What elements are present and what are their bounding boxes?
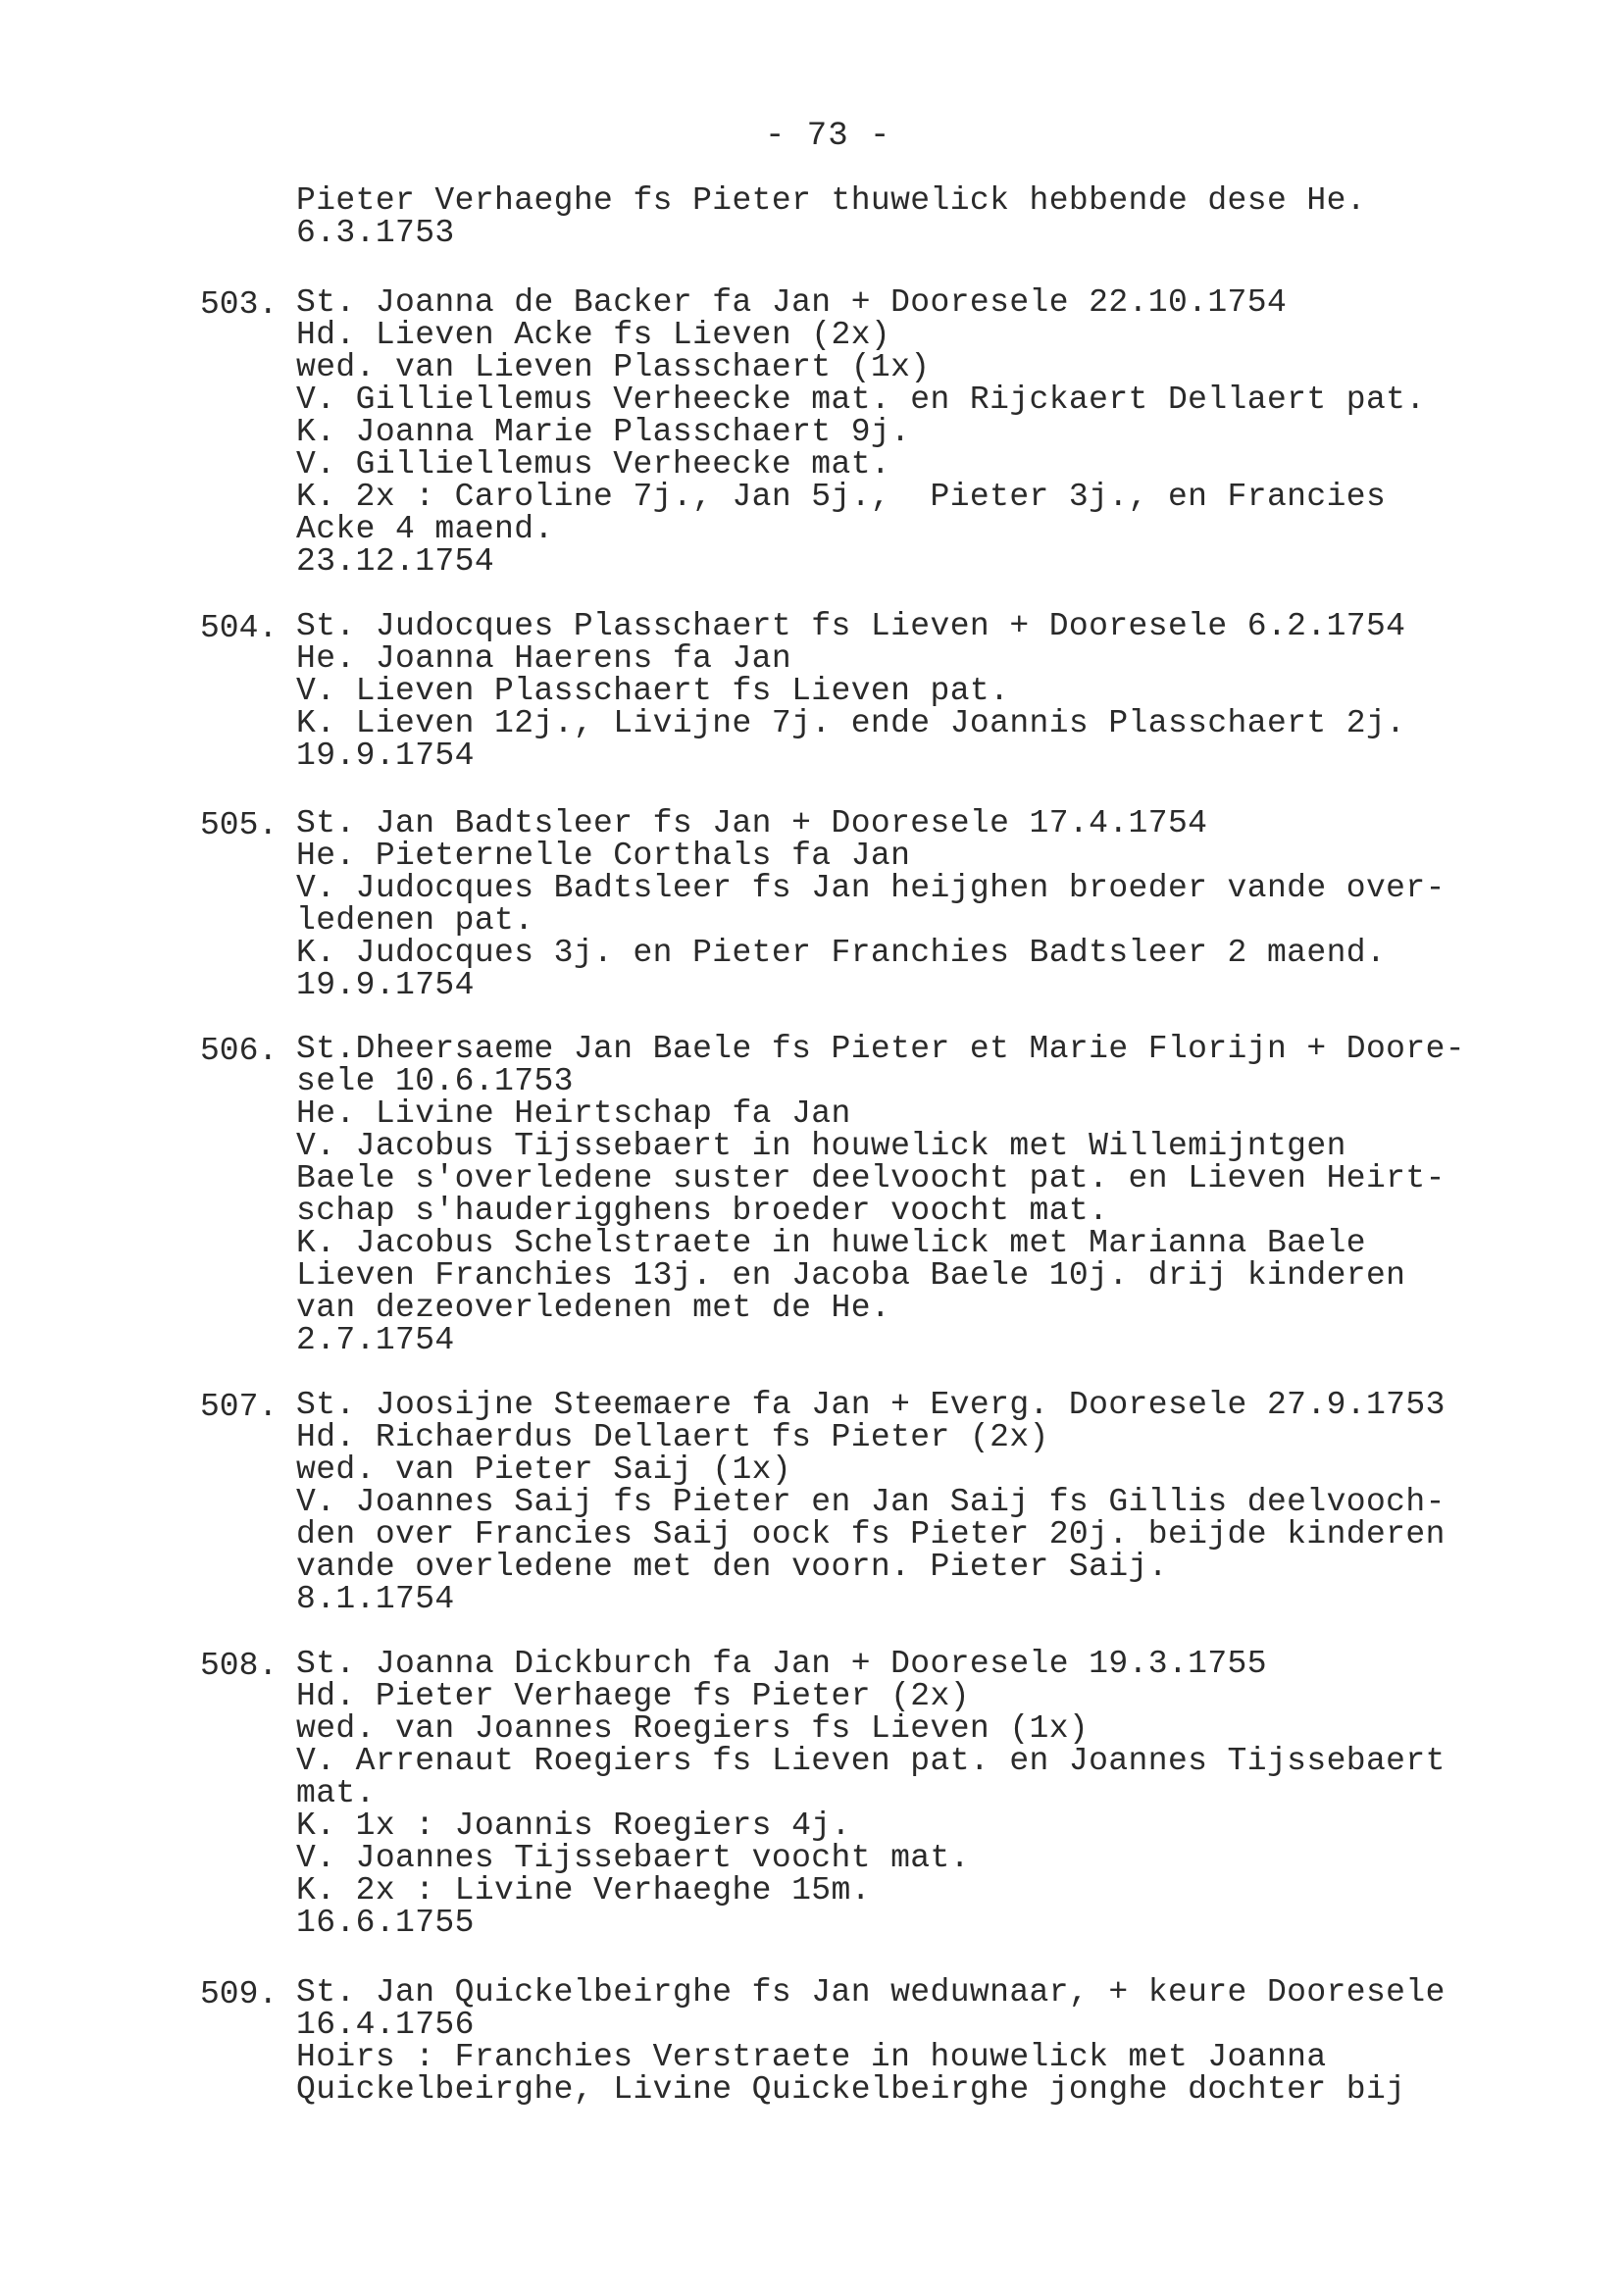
text-line: K. 1x : Joannis Roegiers 4j.	[296, 1807, 851, 1844]
entry-number: 505.	[200, 807, 279, 843]
text-line: 8.1.1754	[296, 1581, 455, 1617]
text-line: ledenen pat.	[296, 902, 534, 939]
continuation-text	[296, 184, 1366, 249]
text-line: V. Gilliellemus Verheecke mat.	[296, 446, 891, 483]
text-line: schap s'hauderigghens broeder voocht mat.	[296, 1193, 1109, 1229]
text-line: 23.12.1754	[296, 543, 495, 580]
text-line: V. Lieven Plasschaert fs Lieven pat.	[296, 673, 1010, 709]
text-line: V. Arrenaut Roegiers fs Lieven pat. en Joannes Tijssebaert	[296, 1743, 1446, 1779]
text-line: Pieter Verhaeghe fs Pieter thuwelick hebbende dese He.	[296, 182, 1366, 219]
text-line: Hd. Lieven Acke fs Lieven (2x)	[296, 317, 891, 353]
text-line: Lieven Franchies 13j. en Jacoba Baele 10j. drij kinderen	[296, 1257, 1406, 1294]
text-line: V. Gilliellemus Verheecke mat. en Rijckaert Dellaert pat.	[296, 382, 1426, 418]
text-line: He. Livine Heirtschap fa Jan	[296, 1095, 851, 1132]
text-line: 6.3.1753	[296, 215, 455, 251]
entry-number: 504.	[200, 610, 279, 646]
entry-lines	[296, 610, 1405, 772]
entry-number: 508.	[200, 1648, 279, 1684]
entry-lines	[296, 1033, 1465, 1356]
page-number: - 73 -	[765, 118, 891, 155]
text-line: wed. van Pieter Saij (1x)	[296, 1451, 792, 1488]
text-line: K. 2x : Caroline 7j., Jan 5j., Pieter 3j., en Francies	[296, 479, 1387, 515]
entry-number: 507.	[200, 1389, 279, 1425]
text-line: van dezeoverledenen met de He.	[296, 1290, 891, 1326]
text-line: V. Joannes Saij fs Pieter en Jan Saij fs Gillis deelvooch-	[296, 1484, 1446, 1520]
text-line: St. Jan Badtsleer fs Jan + Dooresele 17.4.1754	[296, 805, 1208, 841]
text-line: Hd. Richaerdus Dellaert fs Pieter (2x)	[296, 1419, 1049, 1455]
text-line: 19.9.1754	[296, 738, 475, 774]
entry-lines	[296, 1976, 1446, 2106]
entry-number: 506.	[200, 1033, 279, 1069]
text-line: Hd. Pieter Verhaege fs Pieter (2x)	[296, 1678, 970, 1714]
text-line: Acke 4 maend.	[296, 511, 554, 547]
entry-number: 503.	[200, 286, 279, 323]
text-line: Baele s'overledene suster deelvoocht pat. en Lieven Heirt-	[296, 1160, 1446, 1196]
entry-lines	[296, 1389, 1446, 1615]
entry-number: 509.	[200, 1976, 279, 2012]
text-line: He. Pieternelle Corthals fa Jan	[296, 838, 911, 874]
text-line: K. 2x : Livine Verhaeghe 15m.	[296, 1872, 871, 1909]
text-line: sele 10.6.1753	[296, 1063, 574, 1099]
text-line: 2.7.1754	[296, 1322, 455, 1358]
text-line: den over Francies Saij oock fs Pieter 20j. beijde kinderen	[296, 1516, 1446, 1553]
text-line: St. Joanna Dickburch fa Jan + Dooresele 19.3.1755	[296, 1646, 1267, 1682]
text-line: St. Joanna de Backer fa Jan + Dooresele 22.10.1754	[296, 284, 1288, 321]
text-line: mat.	[296, 1775, 376, 1811]
text-line: Quickelbeirghe, Livine Quickelbeirghe jonghe dochter bij	[296, 2071, 1406, 2108]
text-line: St.Dheersaeme Jan Baele fs Pieter et Marie Florijn + Doore-	[296, 1031, 1465, 1067]
entry-lines	[296, 286, 1426, 578]
text-line: wed. van Joannes Roegiers fs Lieven (1x)	[296, 1710, 1090, 1747]
text-line: St. Jan Quickelbeirghe fs Jan weduwnaar, + keure Dooresele	[296, 1974, 1446, 2011]
entry-lines	[296, 807, 1446, 1001]
text-line: 16.6.1755	[296, 1905, 475, 1941]
text-line: wed. van Lieven Plasschaert (1x)	[296, 349, 931, 385]
text-line: 16.4.1756	[296, 2007, 475, 2043]
text-line: V. Joannes Tijssebaert voocht mat.	[296, 1840, 970, 1876]
text-line: K. Judocques 3j. en Pieter Franchies Badtsleer 2 maend.	[296, 935, 1387, 971]
text-line: St. Judocques Plasschaert fs Lieven + Dooresele 6.2.1754	[296, 608, 1406, 644]
text-line: K. Lieven 12j., Livijne 7j. ende Joannis Plasschaert 2j.	[296, 705, 1406, 741]
text-line: K. Jacobus Schelstraete in huwelick met Marianna Baele	[296, 1225, 1366, 1261]
entry-lines	[296, 1648, 1446, 1939]
text-line: St. Joosijne Steemaere fa Jan + Everg. Dooresele 27.9.1753	[296, 1387, 1446, 1423]
text-line: He. Joanna Haerens fa Jan	[296, 640, 792, 677]
text-line: Hoirs : Franchies Verstraete in houwelick met Joanna	[296, 2039, 1327, 2075]
text-line: K. Joanna Marie Plasschaert 9j.	[296, 414, 911, 450]
text-line: V. Judocques Badtsleer fs Jan heijghen broeder vande over-	[296, 870, 1446, 906]
text-line: 19.9.1754	[296, 967, 475, 1003]
text-line: vande overledene met den voorn. Pieter Saij.	[296, 1549, 1168, 1585]
text-line: V. Jacobus Tijssebaert in houwelick met Willemijntgen	[296, 1128, 1346, 1164]
